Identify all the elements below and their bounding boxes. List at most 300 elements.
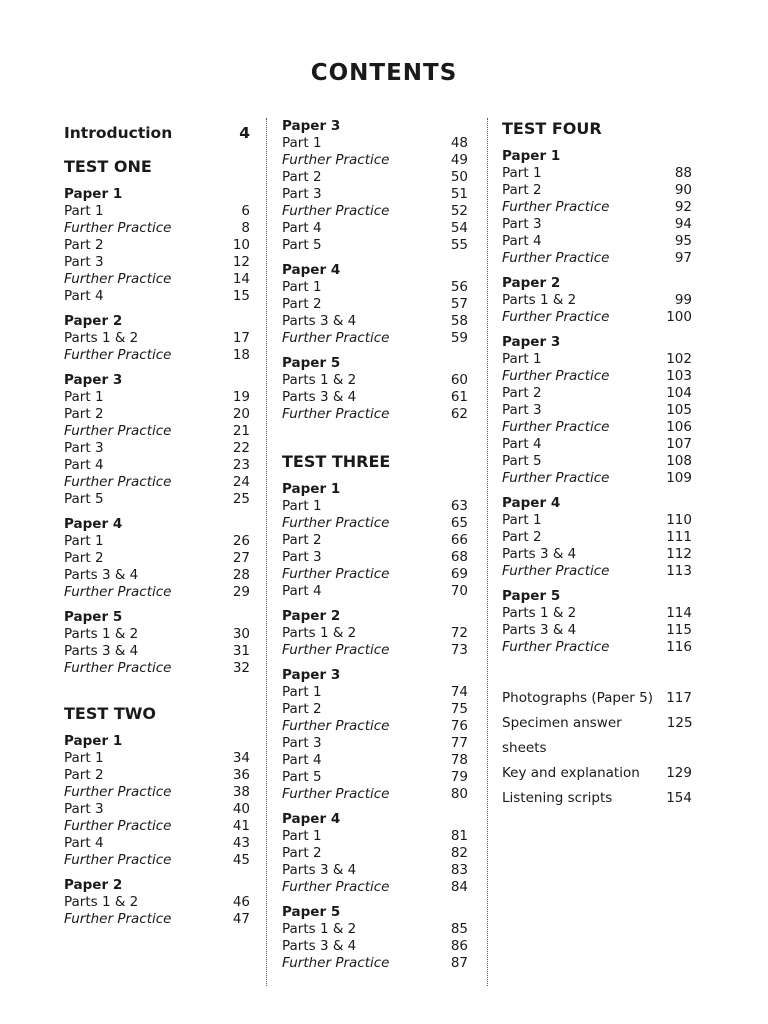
entry-label: Parts 3 & 4 xyxy=(282,313,357,329)
entry-page: 8 xyxy=(241,220,250,236)
entry-label: Part 2 xyxy=(502,529,542,545)
entry-page: 56 xyxy=(450,279,468,295)
entry-label: Part 1 xyxy=(64,389,104,405)
entry-page: 113 xyxy=(666,563,692,579)
column-divider xyxy=(266,118,267,986)
contents-entry xyxy=(502,622,692,639)
contents-entry xyxy=(64,801,250,818)
entry-label: Part 3 xyxy=(282,735,322,751)
entry-page: 84 xyxy=(450,879,468,895)
contents-section xyxy=(282,451,468,972)
entry-page: 77 xyxy=(450,735,468,751)
entry-page: 68 xyxy=(450,549,468,565)
entry-label: Part 5 xyxy=(282,237,322,253)
contents-entry xyxy=(502,436,692,453)
contents-entry xyxy=(282,135,468,152)
entry-page: 25 xyxy=(232,491,250,507)
entry-label: Further Practice xyxy=(282,203,390,219)
paper-group xyxy=(502,275,692,326)
contents-entry xyxy=(64,457,250,474)
entry-label: Specimen answer sheets xyxy=(502,715,622,756)
entry-label: Further Practice xyxy=(64,852,172,868)
contents-section xyxy=(282,118,468,423)
entry-label: Part 1 xyxy=(64,203,104,219)
entry-page: 27 xyxy=(232,550,250,566)
entry-page: 24 xyxy=(232,474,250,490)
contents-entry xyxy=(282,786,468,803)
entry-page: 14 xyxy=(232,271,250,287)
entry-page: 85 xyxy=(450,921,468,937)
contents-entry xyxy=(502,512,692,529)
entry-label: Part 2 xyxy=(282,532,322,548)
entry-page: 76 xyxy=(450,718,468,734)
entry-page: 10 xyxy=(232,237,250,253)
entry-label: Part 2 xyxy=(502,182,542,198)
entry-page: 95 xyxy=(674,233,692,249)
entry-page: 59 xyxy=(450,330,468,346)
entry-label: Further Practice xyxy=(282,786,390,802)
contents-entry xyxy=(282,828,468,845)
paper-heading: Paper 2 xyxy=(64,877,123,893)
entry-label: Parts 1 & 2 xyxy=(502,292,577,308)
paper-group xyxy=(502,588,692,656)
contents-entry xyxy=(64,911,250,928)
entry-page: 21 xyxy=(232,423,250,439)
paper-heading: Paper 2 xyxy=(64,313,123,329)
contents-entry xyxy=(282,625,468,642)
contents-entry xyxy=(64,330,250,347)
entry-label: Part 4 xyxy=(64,288,104,304)
entry-label: Part 2 xyxy=(282,701,322,717)
contents-entry xyxy=(64,237,250,254)
entry-label: Further Practice xyxy=(282,642,390,658)
contents-entry xyxy=(282,515,468,532)
entry-label: Parts 1 & 2 xyxy=(282,921,357,937)
paper-group xyxy=(282,262,468,347)
entry-label: Parts 3 & 4 xyxy=(502,546,577,562)
entry-label: Part 1 xyxy=(282,498,322,514)
entry-label: Further Practice xyxy=(64,347,172,363)
contents-entry xyxy=(282,566,468,583)
contents-entry xyxy=(282,701,468,718)
entry-label: Listening scripts xyxy=(502,790,613,806)
entry-label: Parts 3 & 4 xyxy=(282,938,357,954)
entry-label: Part 3 xyxy=(282,186,322,202)
paper-group xyxy=(282,355,468,423)
contents-column xyxy=(282,118,468,982)
entry-label: Part 2 xyxy=(64,550,104,566)
entry-page: 40 xyxy=(232,801,250,817)
contents-entry xyxy=(502,639,692,656)
entry-page: 46 xyxy=(232,894,250,910)
entry-label: Parts 1 & 2 xyxy=(64,626,139,642)
paper-group xyxy=(502,148,692,267)
test-heading: TEST THREE xyxy=(282,452,391,471)
entry-page: 105 xyxy=(666,402,692,418)
entry-page: 72 xyxy=(450,625,468,641)
entry-page: 29 xyxy=(232,584,250,600)
entry-label: Further Practice xyxy=(502,470,610,486)
paper-heading: Paper 2 xyxy=(502,275,561,291)
entry-page: 15 xyxy=(232,288,250,304)
contents-entry xyxy=(502,402,692,419)
contents-entry xyxy=(502,529,692,546)
paper-group xyxy=(64,313,250,364)
entry-label: Part 2 xyxy=(64,406,104,422)
entry-label: Part 2 xyxy=(282,169,322,185)
entry-page: 58 xyxy=(450,313,468,329)
entry-label: Further Practice xyxy=(282,566,390,582)
entry-page: 92 xyxy=(674,199,692,215)
entry-page: 80 xyxy=(450,786,468,802)
contents-entry xyxy=(282,237,468,254)
entry-label: Further Practice xyxy=(502,563,610,579)
entry-label: Part 4 xyxy=(502,233,542,249)
entry-label: Part 2 xyxy=(282,845,322,861)
paper-heading: Paper 2 xyxy=(282,608,341,624)
contents-entry xyxy=(64,220,250,237)
contents-entry xyxy=(64,750,250,767)
paper-group xyxy=(64,186,250,305)
entry-page: 115 xyxy=(666,622,692,638)
entry-label: Parts 1 & 2 xyxy=(64,894,139,910)
paper-heading: Paper 3 xyxy=(64,372,123,388)
entry-label: Further Practice xyxy=(502,250,610,266)
contents-entry xyxy=(282,296,468,313)
contents-column xyxy=(64,118,250,938)
entry-label: Part 2 xyxy=(282,296,322,312)
appendix-entry xyxy=(502,711,692,761)
entry-label: Part 1 xyxy=(282,828,322,844)
entry-label: Further Practice xyxy=(64,911,172,927)
intro-entry xyxy=(64,122,250,144)
contents-entry xyxy=(282,642,468,659)
paper-heading: Paper 5 xyxy=(282,355,341,371)
contents-entry xyxy=(282,684,468,701)
entry-page: 43 xyxy=(232,835,250,851)
entry-label: Further Practice xyxy=(282,406,390,422)
test-heading: TEST FOUR xyxy=(502,119,602,138)
test-heading: TEST TWO xyxy=(64,704,157,723)
paper-heading: Paper 1 xyxy=(282,481,341,497)
entry-label: Further Practice xyxy=(64,584,172,600)
entry-label: Parts 1 & 2 xyxy=(64,330,139,346)
entry-page: 87 xyxy=(450,955,468,971)
contents-entry xyxy=(64,784,250,801)
contents-section xyxy=(64,703,250,928)
entry-page: 73 xyxy=(450,642,468,658)
entry-label: Part 5 xyxy=(64,491,104,507)
entry-label: Parts 3 & 4 xyxy=(282,389,357,405)
entry-label: Part 4 xyxy=(502,436,542,452)
entry-label: Part 1 xyxy=(502,351,542,367)
page-title: CONTENTS xyxy=(310,60,458,86)
entry-label: Further Practice xyxy=(64,220,172,236)
entry-page: 49 xyxy=(450,152,468,168)
contents-entry xyxy=(64,894,250,911)
contents-entry xyxy=(64,389,250,406)
contents-entry xyxy=(502,250,692,267)
contents-entry xyxy=(64,491,250,508)
entry-label: Part 1 xyxy=(502,512,542,528)
entry-label: Further Practice xyxy=(64,818,172,834)
contents-entry xyxy=(502,182,692,199)
entry-page: 55 xyxy=(450,237,468,253)
contents-entry xyxy=(282,845,468,862)
entry-label: Part 3 xyxy=(64,801,104,817)
entry-page: 61 xyxy=(450,389,468,405)
appendix-entry xyxy=(502,761,692,786)
paper-heading: Paper 5 xyxy=(282,904,341,920)
paper-heading: Paper 4 xyxy=(64,516,123,532)
contents-section xyxy=(502,118,692,656)
entry-page: 26 xyxy=(232,533,250,549)
contents-entry xyxy=(64,643,250,660)
paper-group xyxy=(282,811,468,896)
contents-entry xyxy=(282,330,468,347)
entry-label: Further Practice xyxy=(502,199,610,215)
contents-entry xyxy=(282,389,468,406)
entry-page: 45 xyxy=(232,852,250,868)
contents-entry xyxy=(282,735,468,752)
paper-heading: Paper 5 xyxy=(64,609,123,625)
contents-entry xyxy=(282,752,468,769)
paper-group xyxy=(282,118,468,254)
entry-page: 66 xyxy=(450,532,468,548)
entry-label: Further Practice xyxy=(502,419,610,435)
contents-entry xyxy=(502,309,692,326)
contents-entry xyxy=(502,368,692,385)
entry-page: 83 xyxy=(450,862,468,878)
entry-label: Part 3 xyxy=(64,440,104,456)
contents-entry xyxy=(64,852,250,869)
contents-entry xyxy=(502,563,692,580)
entry-page: 34 xyxy=(232,750,250,766)
paper-group xyxy=(64,372,250,508)
entry-page: 22 xyxy=(232,440,250,456)
entry-page: 111 xyxy=(666,529,692,545)
entry-label: Further Practice xyxy=(64,784,172,800)
entry-label: Further Practice xyxy=(282,330,390,346)
paper-heading: Paper 4 xyxy=(282,811,341,827)
paper-group xyxy=(64,877,250,928)
entry-page: 100 xyxy=(666,309,692,325)
entry-page: 36 xyxy=(232,767,250,783)
entry-label: Part 1 xyxy=(282,684,322,700)
entry-page: 30 xyxy=(232,626,250,642)
contents-entry xyxy=(64,271,250,288)
contents-entry xyxy=(282,498,468,515)
entry-page: 28 xyxy=(232,567,250,583)
entry-page: 69 xyxy=(450,566,468,582)
entry-page: 78 xyxy=(450,752,468,768)
entry-page: 31 xyxy=(232,643,250,659)
contents-entry xyxy=(282,279,468,296)
contents-entry xyxy=(502,385,692,402)
entry-label: Part 1 xyxy=(282,279,322,295)
entry-page: 117 xyxy=(666,690,692,706)
entry-page: 103 xyxy=(666,368,692,384)
entry-page: 116 xyxy=(666,639,692,655)
entry-label: Further Practice xyxy=(64,423,172,439)
paper-heading: Paper 3 xyxy=(282,667,341,683)
entry-page: 20 xyxy=(232,406,250,422)
entry-label: Further Practice xyxy=(64,474,172,490)
entry-page: 52 xyxy=(450,203,468,219)
contents-entry xyxy=(282,406,468,423)
entry-page: 18 xyxy=(232,347,250,363)
entry-page: 48 xyxy=(450,135,468,151)
contents-entry xyxy=(502,233,692,250)
contents-entry xyxy=(502,470,692,487)
entry-label: Part 4 xyxy=(282,220,322,236)
contents-entry xyxy=(502,419,692,436)
entry-page: 65 xyxy=(450,515,468,531)
paper-heading: Paper 4 xyxy=(282,262,341,278)
contents-entry xyxy=(282,549,468,566)
contents-entry xyxy=(282,532,468,549)
paper-heading: Paper 1 xyxy=(502,148,561,164)
paper-group xyxy=(64,516,250,601)
entry-page: 75 xyxy=(450,701,468,717)
contents-entry xyxy=(64,767,250,784)
entry-label: Part 3 xyxy=(64,254,104,270)
entry-page: 90 xyxy=(674,182,692,198)
test-heading: TEST ONE xyxy=(64,157,152,176)
contents-section xyxy=(64,156,250,677)
contents-entry xyxy=(282,203,468,220)
entry-label: Part 1 xyxy=(64,750,104,766)
entry-page: 4 xyxy=(239,124,250,142)
entry-page: 32 xyxy=(232,660,250,676)
entry-page: 17 xyxy=(232,330,250,346)
contents-entry xyxy=(64,347,250,364)
entry-page: 79 xyxy=(450,769,468,785)
contents-entry xyxy=(64,203,250,220)
entry-page: 82 xyxy=(450,845,468,861)
contents-entry xyxy=(64,584,250,601)
entry-page: 106 xyxy=(666,419,692,435)
paper-group xyxy=(282,608,468,659)
entry-label: Part 4 xyxy=(282,583,322,599)
entry-page: 154 xyxy=(666,790,692,806)
contents-entry xyxy=(502,453,692,470)
entry-page: 97 xyxy=(674,250,692,266)
entry-label: Part 3 xyxy=(282,549,322,565)
entry-label: Part 2 xyxy=(64,237,104,253)
entry-label: Part 1 xyxy=(282,135,322,151)
entry-page: 88 xyxy=(674,165,692,181)
entry-page: 19 xyxy=(232,389,250,405)
contents-entry xyxy=(282,921,468,938)
entry-page: 6 xyxy=(241,203,250,219)
paper-heading: Paper 3 xyxy=(502,334,561,350)
contents-entry xyxy=(64,835,250,852)
appendix-entry xyxy=(502,786,692,811)
contents-entry xyxy=(502,351,692,368)
entry-page: 110 xyxy=(666,512,692,528)
contents-entry xyxy=(64,533,250,550)
entry-page: 102 xyxy=(666,351,692,367)
entry-label: Further Practice xyxy=(282,955,390,971)
contents-entry xyxy=(502,605,692,622)
contents-entry xyxy=(282,938,468,955)
entry-label: Part 4 xyxy=(282,752,322,768)
contents-entry xyxy=(64,567,250,584)
entry-page: 94 xyxy=(674,216,692,232)
contents-entry xyxy=(64,660,250,677)
entry-page: 62 xyxy=(450,406,468,422)
entry-page: 74 xyxy=(450,684,468,700)
entry-page: 107 xyxy=(666,436,692,452)
contents-entry xyxy=(64,550,250,567)
contents-entry xyxy=(282,718,468,735)
column-divider xyxy=(487,118,488,986)
paper-group xyxy=(282,904,468,972)
entry-label: Further Practice xyxy=(282,718,390,734)
entry-page: 38 xyxy=(232,784,250,800)
entry-label: Parts 3 & 4 xyxy=(282,862,357,878)
entry-label: Parts 3 & 4 xyxy=(64,567,139,583)
contents-entry xyxy=(282,955,468,972)
entry-label: Part 2 xyxy=(502,385,542,401)
contents-entry xyxy=(282,372,468,389)
paper-group xyxy=(64,609,250,677)
appendix-entry xyxy=(502,686,692,711)
entry-page: 129 xyxy=(666,765,692,781)
entry-label: Part 5 xyxy=(502,453,542,469)
paper-group xyxy=(502,495,692,580)
entry-label: Further Practice xyxy=(64,271,172,287)
entry-label: Part 5 xyxy=(282,769,322,785)
entry-label: Further Practice xyxy=(282,515,390,531)
paper-heading: Paper 1 xyxy=(64,733,123,749)
contents-entry xyxy=(282,220,468,237)
contents-entry xyxy=(282,186,468,203)
entry-page: 112 xyxy=(666,546,692,562)
contents-entry xyxy=(64,440,250,457)
entry-page: 23 xyxy=(232,457,250,473)
entry-page: 125 xyxy=(666,715,693,731)
entry-label: Further Practice xyxy=(282,879,390,895)
contents-entry xyxy=(282,313,468,330)
contents-entry xyxy=(282,583,468,600)
contents-section xyxy=(64,122,250,144)
contents-entry xyxy=(64,288,250,305)
entry-label: Parts 1 & 2 xyxy=(282,625,357,641)
contents-entry xyxy=(502,292,692,309)
entry-page: 114 xyxy=(666,605,692,621)
entry-label: Introduction xyxy=(64,124,173,142)
entry-page: 12 xyxy=(232,254,250,270)
contents-entry xyxy=(502,546,692,563)
entry-label: Parts 3 & 4 xyxy=(502,622,577,638)
paper-group xyxy=(282,481,468,600)
contents-column xyxy=(502,118,692,811)
paper-heading: Paper 3 xyxy=(282,118,341,134)
entry-page: 60 xyxy=(450,372,468,388)
contents-entry xyxy=(64,474,250,491)
entry-label: Parts 1 & 2 xyxy=(282,372,357,388)
entry-page: 104 xyxy=(666,385,692,401)
contents-entry xyxy=(282,152,468,169)
entry-label: Part 1 xyxy=(502,165,542,181)
entry-label: Key and explanation xyxy=(502,765,640,781)
contents-entry xyxy=(64,626,250,643)
entry-label: Part 4 xyxy=(64,457,104,473)
entry-page: 109 xyxy=(666,470,692,486)
contents-entry xyxy=(64,254,250,271)
